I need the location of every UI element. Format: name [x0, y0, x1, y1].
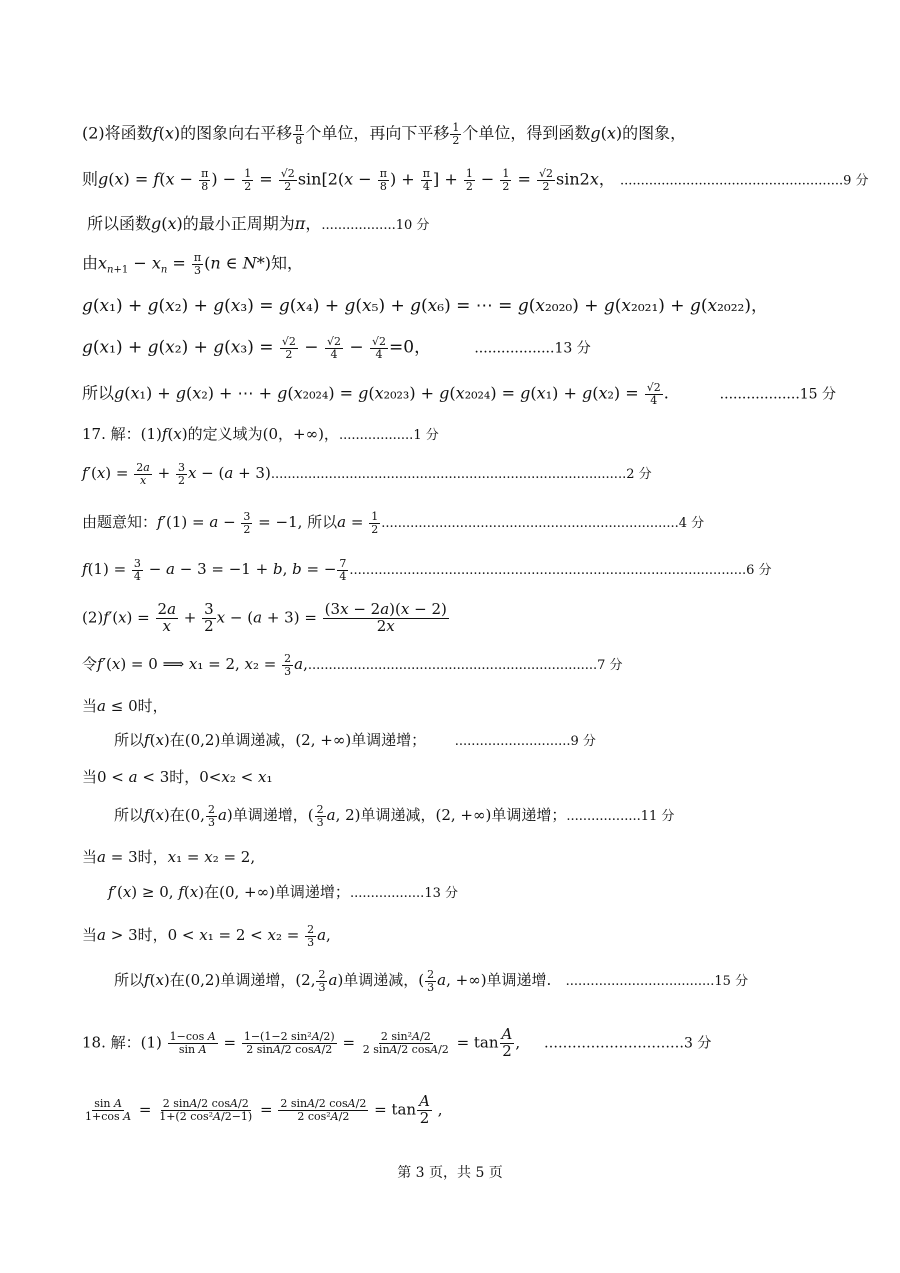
score-note: ..................1 分 [338, 428, 439, 443]
solution-line: f′(x) ≥ 0, f(x)在(0, +∞)单调递增；..................13 分 [108, 883, 458, 901]
solution-line: 则g(x) = f(x − $\frac{\pi}{8}$ ) − $\frac{1}{2}$ = $\frac{√2}{2}$ sin[2(x − $\frac{\pi}{8}$ ) + $\frac{\pi}{4}$ ] + $\frac{1}{2}$ − $\frac{1}{2}$ = $\frac{√2}{2}$ sin2x， ......................................................9 分 [82, 167, 869, 193]
score-note: ..................10 分 [321, 218, 430, 233]
score-note: ..................13 分 [474, 340, 591, 357]
solution-line: 所以f(x)在(0, $\frac{2}{3}$ a)单调递增，( $\frac{2}{3}$ a, 2)单调递减，(2, +∞)单调递增；..................11 分 [114, 803, 675, 829]
solution-line: 由题意知：f′(1) = a − $\frac{3}{2}$ = −1, 所以a = $\frac{1}{2}$ ........................................................................4 分 [82, 510, 705, 536]
score-note: ........................................................................4 分 [381, 516, 705, 532]
solution-line: g(x₁) + g(x₂) + g(x₃) = g(x₄) + g(x₅) + g(x₆) = ⋯ = g(x₂₀₂₀) + g(x₂₀₂₁) + g(x₂₀₂₂)， [82, 296, 768, 316]
score-note: ......................................................9 分 [619, 173, 869, 189]
solution-line: (2)f′(x) = $\frac{2a}{x}$ + $\frac{3}{2}$ x − (a + 3) = $\frac{(3x - 2a)(x - 2)}{2x}$ [82, 600, 447, 635]
solution-line: 所以f(x)在(0,2)单调递增，(2, $\frac{2}{3}$ a)单调递减，( $\frac{2}{3}$ a, +∞)单调递增. ....................................15 分 [114, 968, 749, 994]
score-note: ..................13 分 [349, 886, 458, 901]
score-note: ..................11 分 [566, 809, 675, 825]
solution-line: (2)将函数f(x)的图象向右平移 $\frac{\pi}{8}$ 个单位，再向下平移 $\frac{1}{2}$ 个单位，得到函数g(x)的图象， [82, 121, 687, 147]
solution-line: g(x₁) + g(x₂) + g(x₃) = $\frac{√2}{2}$ − $\frac{√2}{4}$ − $\frac{√2}{4}$ =0， ..................13 分 [82, 335, 591, 361]
score-note: ....................................15 分 [565, 974, 749, 990]
score-note: ......................................................................7 分 [307, 658, 623, 674]
page-footer: 第 3 页，共 5 页 [397, 1165, 503, 1181]
solution-line: f′(x) = $\frac{2a}{x}$ + $\frac{3}{2}$ x − (a + 3)......................................................................................2 分 [82, 461, 652, 487]
score-note: ................................................................................................6 分 [349, 563, 772, 579]
solution-line: $\frac{\text{sin A}}{\text{1+cos A}}$ = $\frac{2 \sin A/2 \cos A/2}{\text{1+(2 cos²A/2−1)}}$ = $\frac{2 \sin A/2 \cos A/2}{\text{2 cos²A/2}}$ = tan $\frac{A}{2}$ , [85, 1092, 443, 1127]
solution-line: f(1) = $\frac{3}{4}$ − a − 3 = −1 + b, b = − $\frac{7}{4}$ ................................................................................................6 分 [82, 557, 772, 583]
solution-line: 18. 解：(1) $\frac{\text{1−cos A}}{\text{sin A}}$ = $\frac{\text{1−(1−2 sin²A/2)}}{2 \sin A/2 \cos A/2}$ = $\frac{\text{2 sin²A/2}}{2 \sin A/2 \cos A/2}$ = tan $\frac{A}{2}$ , …………………………3 分 [82, 1025, 712, 1060]
solution-line: 所以g(x₁) + g(x₂) + ⋯ + g(x₂₀₂₄) = g(x₂₀₂₃) + g(x₂₀₂₄) = g(x₁) + g(x₂) = $\frac{√2}{4}$ . ..................15 分 [82, 381, 837, 407]
solution-line: 所以f(x)在(0,2)单调递减，(2, +∞)单调递增； ............................9 分 [114, 731, 596, 749]
solution-line: 当a > 3时，0 < x₁ = 2 < x₂ = $\frac{2}{3}$ a, [82, 923, 331, 949]
score-note: ..................15 分 [719, 386, 837, 403]
solution-line: 令f′(x) = 0 ⟹ x₁ = 2, x₂ = $\frac{2}{3}$ a,......................................................................7 分 [82, 652, 623, 678]
solution-line: 所以函数g(x)的最小正周期为π，..................10 分 [87, 214, 430, 233]
solution-line: 当a = 3时，x₁ = x₂ = 2, [82, 848, 256, 866]
solution-line: 17. 解：(1)f(x)的定义域为(0，+∞)，..................1 分 [82, 425, 439, 443]
solution-line: 当a ≤ 0时， [82, 697, 168, 715]
solution-line: 由$x_{n+1} - x_n$ = $\frac{\pi}{3}$ (n ∈ N*)知， [82, 251, 303, 277]
score-note: …………………………3 分 [544, 1035, 712, 1052]
score-note: ......................................................................................2 分 [270, 467, 652, 483]
score-note: ............................9 分 [454, 734, 596, 749]
solution-line: 当0 < a < 3时，0<x₂ < x₁ [82, 768, 273, 786]
